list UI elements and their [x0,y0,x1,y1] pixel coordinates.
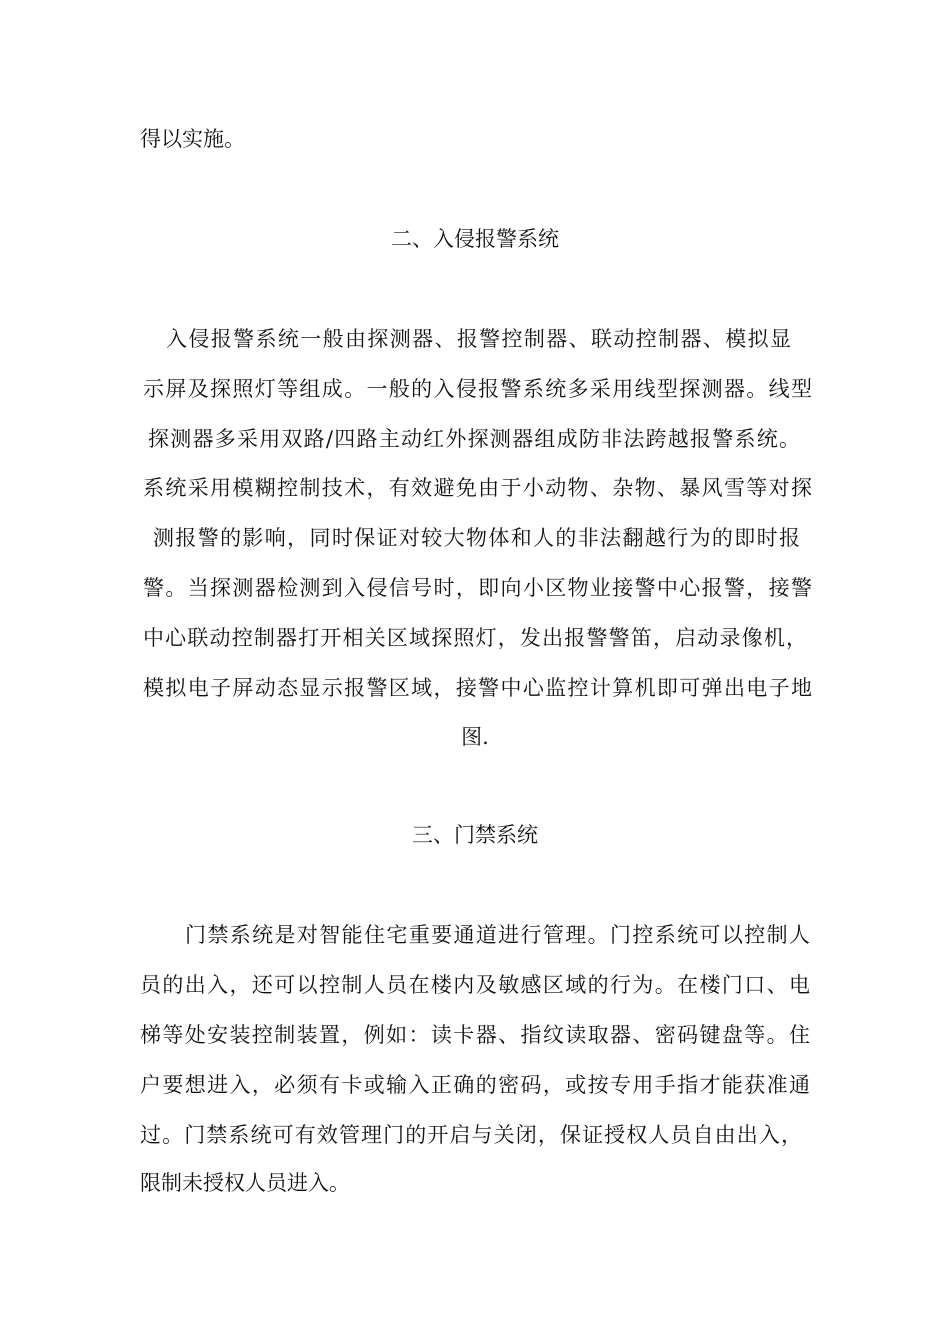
paragraph-line: 系统采用模糊控制技术，有效避免由于小动物、杂物、暴风雪等对探 [143,476,812,500]
paragraph-line: 模拟电子屏动态显示报警区域，接警中心监控计算机即可弹出电子地 [143,676,812,700]
paragraph-line: 梯等处安装控制装置，例如：读卡器、指纹读取器、密码键盘等。住 [140,1023,810,1047]
paragraph-line: 入侵报警系统一般由探测器、报警控制器、联动控制器、模拟显 [166,327,791,351]
paragraph-line: 户要想进入，必须有卡或输入正确的密码，或按专用手指才能获准通 [140,1073,810,1097]
paragraph-line: 门禁系统是对智能住宅重要通道进行管理。门控系统可以控制人 [185,923,810,947]
section-heading-intrusion-alarm: 二、入侵报警系统 [391,227,559,251]
paragraph-line: 探测器多采用双路/四路主动红外探测器组成防非法跨越报警系统。 [148,427,800,451]
paragraph-line: 测报警的影响，同时保证对较大物体和人的非法翻越行为的即时报 [153,526,800,550]
paragraph-line: 中心联动控制器打开相关区域探照灯，发出报警警笛，启动录像机， [143,626,807,650]
intro-tail-text: 得以实施。 [140,127,245,151]
paragraph-line: 图. [461,725,489,749]
paragraph-line: 限制未授权人员进入。 [140,1171,350,1195]
paragraph-line: 示屏及探照灯等组成。一般的入侵报警系统多采用线型探测器。线型 [143,377,812,401]
paragraph-line: 过。门禁系统可有效管理门的开启与关闭，保证授权人员自由出入， [140,1123,802,1147]
paragraph-line: 警。当探测器检测到入侵信号时，即向小区物业接警中心报警，接警 [143,576,812,600]
paragraph-line: 员的出入，还可以控制人员在楼内及敏感区域的行为。在楼门口、电 [140,973,810,997]
section-heading-access-control: 三、门禁系统 [412,823,538,847]
